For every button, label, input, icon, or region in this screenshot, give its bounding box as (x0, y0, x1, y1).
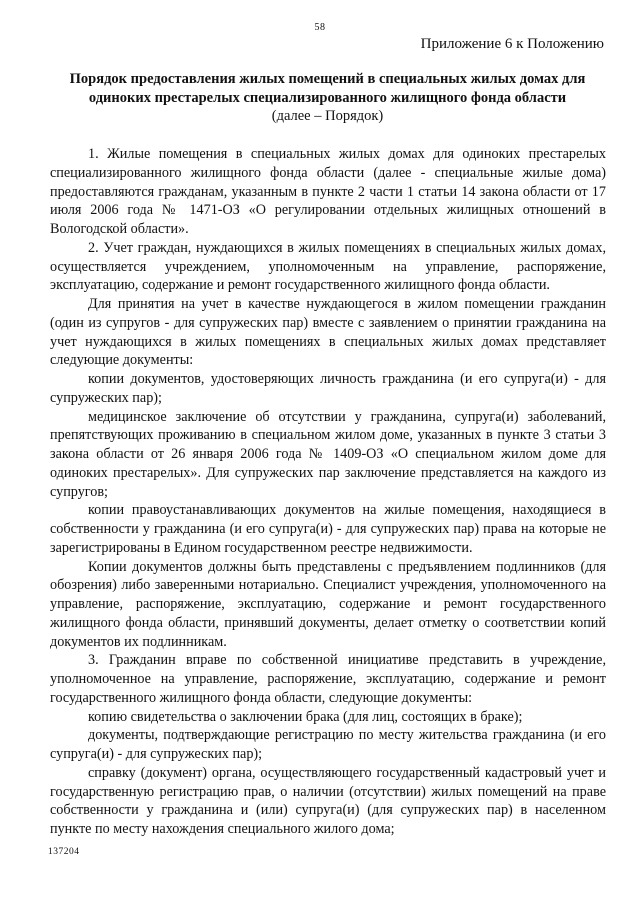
page-number: 58 (314, 22, 326, 33)
paragraph-7: Копии документов должны быть представлены с предъявлением подлинников (для обозрения) либо заверенными нотариально. Специалист учреждения, уполномоченного на управление, распоряжение, эксплуатацию, содержание и ремонт государственного жилищного фонда области, принявший документы, делает отметку о соответствии копий документов их подлинникам. (50, 558, 606, 650)
document-subtitle: (далее – Порядок) (271, 108, 384, 124)
paragraph-3: Для принятия на учет в качестве нуждающегося в жилом помещении гражданин (один из супругов - для супружеских пар) вместе с заявлением о принятии гражданина на учет нуждающихся в жилых помещениях в специальных жилых домах представляет следующие документы: (50, 296, 606, 369)
paragraph-8: 3. Гражданин вправе по собственной инициативе представить в учреждение, уполномоченное на управление, распоряжение, эксплуатацию, содержание и ремонт государственного жилищного фонда области, следующие документы: (50, 652, 606, 706)
paragraph-6: копии правоустанавливающих документов на жилые помещения, находящиеся в собственности у гражданина (и его супруга(и) - для супружеских пар) права на которые не зарегистрированы в Едином государственном реестре недвижимости. (50, 502, 606, 556)
paragraph-9: копию свидетельства о заключении брака (для лиц, состоящих в браке); (88, 708, 523, 725)
paragraph-11: справку (документ) органа, осуществляющего государственный кадастровый учет и государственную регистрацию прав, о наличии (отсутствии) жилых помещений на праве собственности у гражданина и (или) супруга(и) (для супружеских пар) в населенном пункте по месту нахождения специального жилого дома; (50, 764, 606, 837)
paragraph-2: 2. Учет граждан, нуждающихся в жилых помещениях в специальных жилых домах, осуществляется учреждением, уполномоченным на управление, распоряжение, эксплуатацию, содержание и ремонт государственного жилищного фонда области. (50, 239, 606, 294)
paragraph-4: копии документов, удостоверяющих личность гражданина (и его супруга(и) - для супружеских пар); (50, 371, 606, 406)
appendix-label: Приложение 6 к Положению (420, 36, 604, 52)
footer-document-code: 137204 (48, 847, 80, 857)
document-body (50, 145, 606, 839)
paragraph-1: 1. Жилые помещения в специальных жилых домах для одиноких престарелых специализированного жилищного фонда области (далее - специальные жилые дома) предоставляются гражданам, указанным в пункте 2 части 1 статьи 14 закона области от 17 июля 2006 года № 1471-ОЗ «О регулировании отдельных жилищных отношений в Вологодской области». (50, 146, 606, 237)
paragraph-5: медицинское заключение об отсутствии у гражданина, супруга(и) заболеваний, препятствующих проживанию в специальном жилом доме, указанных в пункте 3 статьи 3 закона области от 26 января 2006 года № 1409-ОЗ «О специальном жилом доме для одиноких престарелых». Для супружеских пар заключение представляется на каждого из супругов; (50, 408, 606, 500)
document-title: Порядок предоставления жилых помещений в специальных жилых домах для одиноких престарелых специализированного жилищного фонда области (69, 71, 586, 106)
paragraph-10: документы, подтверждающие регистрацию по месту жительства гражданина (и его супруга(и) - для супружеских пар); (50, 727, 606, 762)
